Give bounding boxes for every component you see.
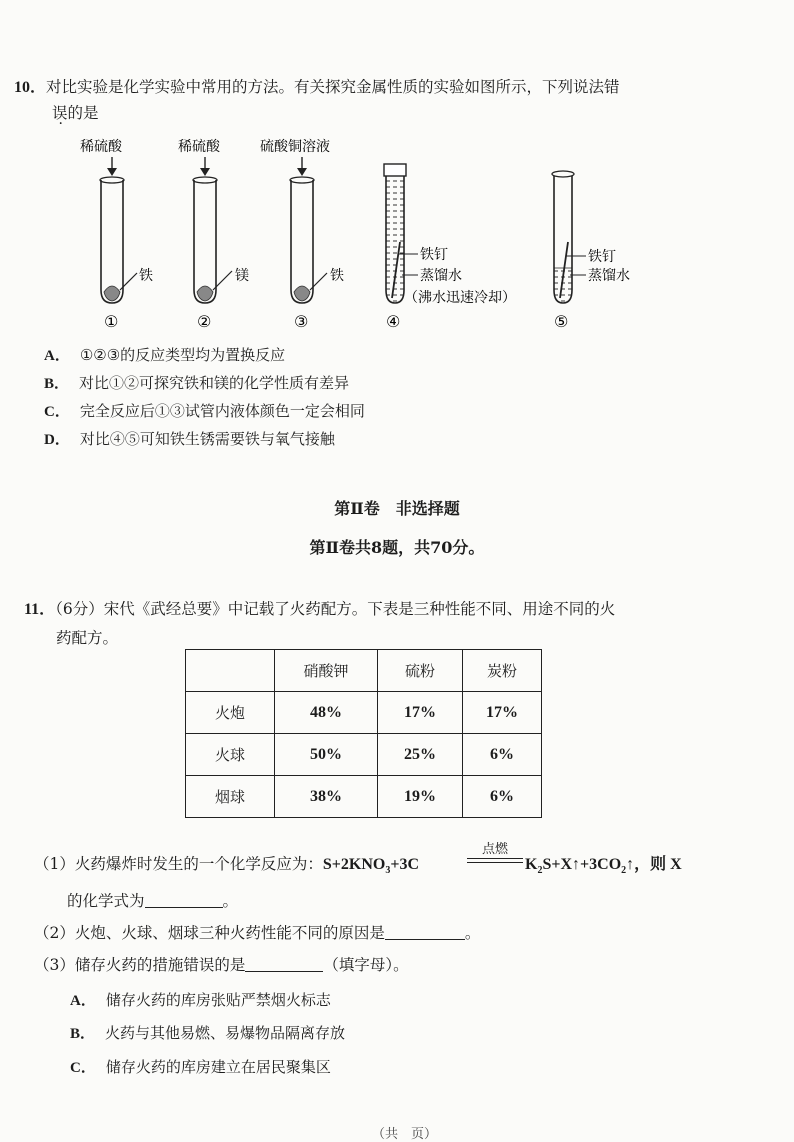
test-tube-2	[178, 139, 249, 331]
table-row	[186, 776, 542, 818]
metal-label: 镁	[235, 268, 249, 284]
subquestion-1-line2: 的化学式为 。	[67, 892, 239, 910]
test-tube-5	[552, 171, 630, 331]
acid-label: 稀硫酸	[80, 139, 122, 155]
equation-reactants: $S+2KNO_3+3C$	[322, 856, 420, 877]
option-d: D． 对比④⑤可知铁生锈需要铁与氧气接触	[44, 430, 335, 448]
solution-label: 硫酸铜溶液	[260, 139, 330, 155]
acid-label: 稀硫酸	[178, 139, 220, 155]
option-c: C． 完全反应后①③试管内液体颜色一定会相同	[44, 402, 365, 420]
table-header-cell: 硝酸钾	[275, 650, 378, 692]
table-cell: 6%	[463, 734, 542, 776]
question-10-stem-line2	[52, 101, 99, 123]
answer-blank[interactable]	[385, 925, 465, 940]
table-cell: 17%	[463, 692, 542, 734]
side-label-nail: 铁钉	[420, 247, 448, 263]
side-label-water: 蒸馏水	[420, 268, 462, 284]
equation-products: $K_2S+X↑+3CO_2↑$，则 X	[525, 856, 682, 877]
table-cell: 6%	[463, 776, 542, 818]
test-tube-4	[384, 164, 516, 331]
side-label-water: 蒸馏水	[588, 268, 630, 284]
question-10-stem	[14, 74, 620, 97]
table-cell: 25%	[378, 734, 463, 776]
table-cell: 38%	[275, 776, 378, 818]
tube-number: ⑤	[554, 312, 569, 331]
test-tube-1	[80, 139, 153, 331]
table-header-cell: 硫粉	[378, 650, 463, 692]
table-cell: 火炮	[186, 692, 275, 734]
metal-label: 铁	[330, 268, 344, 284]
table-row	[186, 734, 542, 776]
table-row	[186, 692, 542, 734]
table-header-cell: 炭粉	[463, 650, 542, 692]
option-a: A． ①②③的反应类型均为置换反应	[44, 346, 286, 364]
test-tube-figure	[0, 130, 794, 340]
table-cell: 50%	[275, 734, 378, 776]
tube-number: ②	[197, 312, 212, 331]
metal-label: 铁	[139, 268, 153, 284]
stem-text: 的是	[67, 104, 99, 122]
subquestion-2: （2）火炮、火球、烟球三种火药性能不同的原因是 。	[34, 924, 481, 942]
tube-number: ③	[294, 312, 309, 331]
equals-sign	[467, 858, 523, 863]
q11-option-b: B． 火药与其他易燃、易爆物品隔离存放	[70, 1024, 346, 1042]
reaction-condition: 点燃	[481, 842, 508, 857]
table-header-cell	[186, 650, 275, 692]
section-title: 第Ⅱ卷 非选择题	[334, 499, 460, 518]
tube-number: ④	[386, 312, 401, 331]
answer-blank[interactable]	[245, 957, 323, 972]
subquestion-1: （1）火药爆炸时发生的一个化学反应为：$S+2KNO_3+3C$	[34, 855, 420, 877]
section-subtitle: 第Ⅱ卷共8题，共70分。	[309, 538, 485, 557]
table-header-row	[186, 650, 542, 692]
table-cell: 17%	[378, 692, 463, 734]
option-b: B． 对比①②可探究铁和镁的化学性质有差异	[44, 374, 350, 392]
question-number: 11．	[24, 601, 56, 618]
side-label-note: （沸水迅速冷却）	[404, 290, 516, 306]
question-11-stem-line2: 药配方。	[56, 629, 119, 647]
table-cell: 烟球	[186, 776, 275, 818]
page-footer: （共 页）	[372, 1127, 438, 1142]
question-number: 10．	[14, 79, 47, 96]
stem-text: 对比实验是化学实验中常用的方法。有关探究金属性质的实验如图所示，下列说法错	[46, 78, 620, 96]
stem-text: （6分）宋代《武经总要》中记载了火药配方。下表是三种性能不同、用途不同的火	[55, 600, 616, 618]
test-tube-3	[260, 138, 344, 331]
q11-option-a: A． 储存火药的库房张贴严禁烟火标志	[70, 991, 331, 1009]
side-label-nail: 铁钉	[588, 249, 616, 265]
q11-option-c: C． 储存火药的库房建立在居民聚集区	[70, 1058, 331, 1076]
table-cell: 48%	[275, 692, 378, 734]
table-cell: 19%	[378, 776, 463, 818]
question-11-stem	[24, 596, 615, 619]
emphasis-char: 误	[52, 104, 68, 122]
table-cell: 火球	[186, 734, 275, 776]
tube-number: ①	[104, 312, 119, 331]
gunpowder-table	[185, 649, 542, 818]
subquestion-3: （3）储存火药的措施错误的是 （填字母）。	[34, 956, 409, 974]
answer-blank[interactable]	[145, 893, 223, 908]
